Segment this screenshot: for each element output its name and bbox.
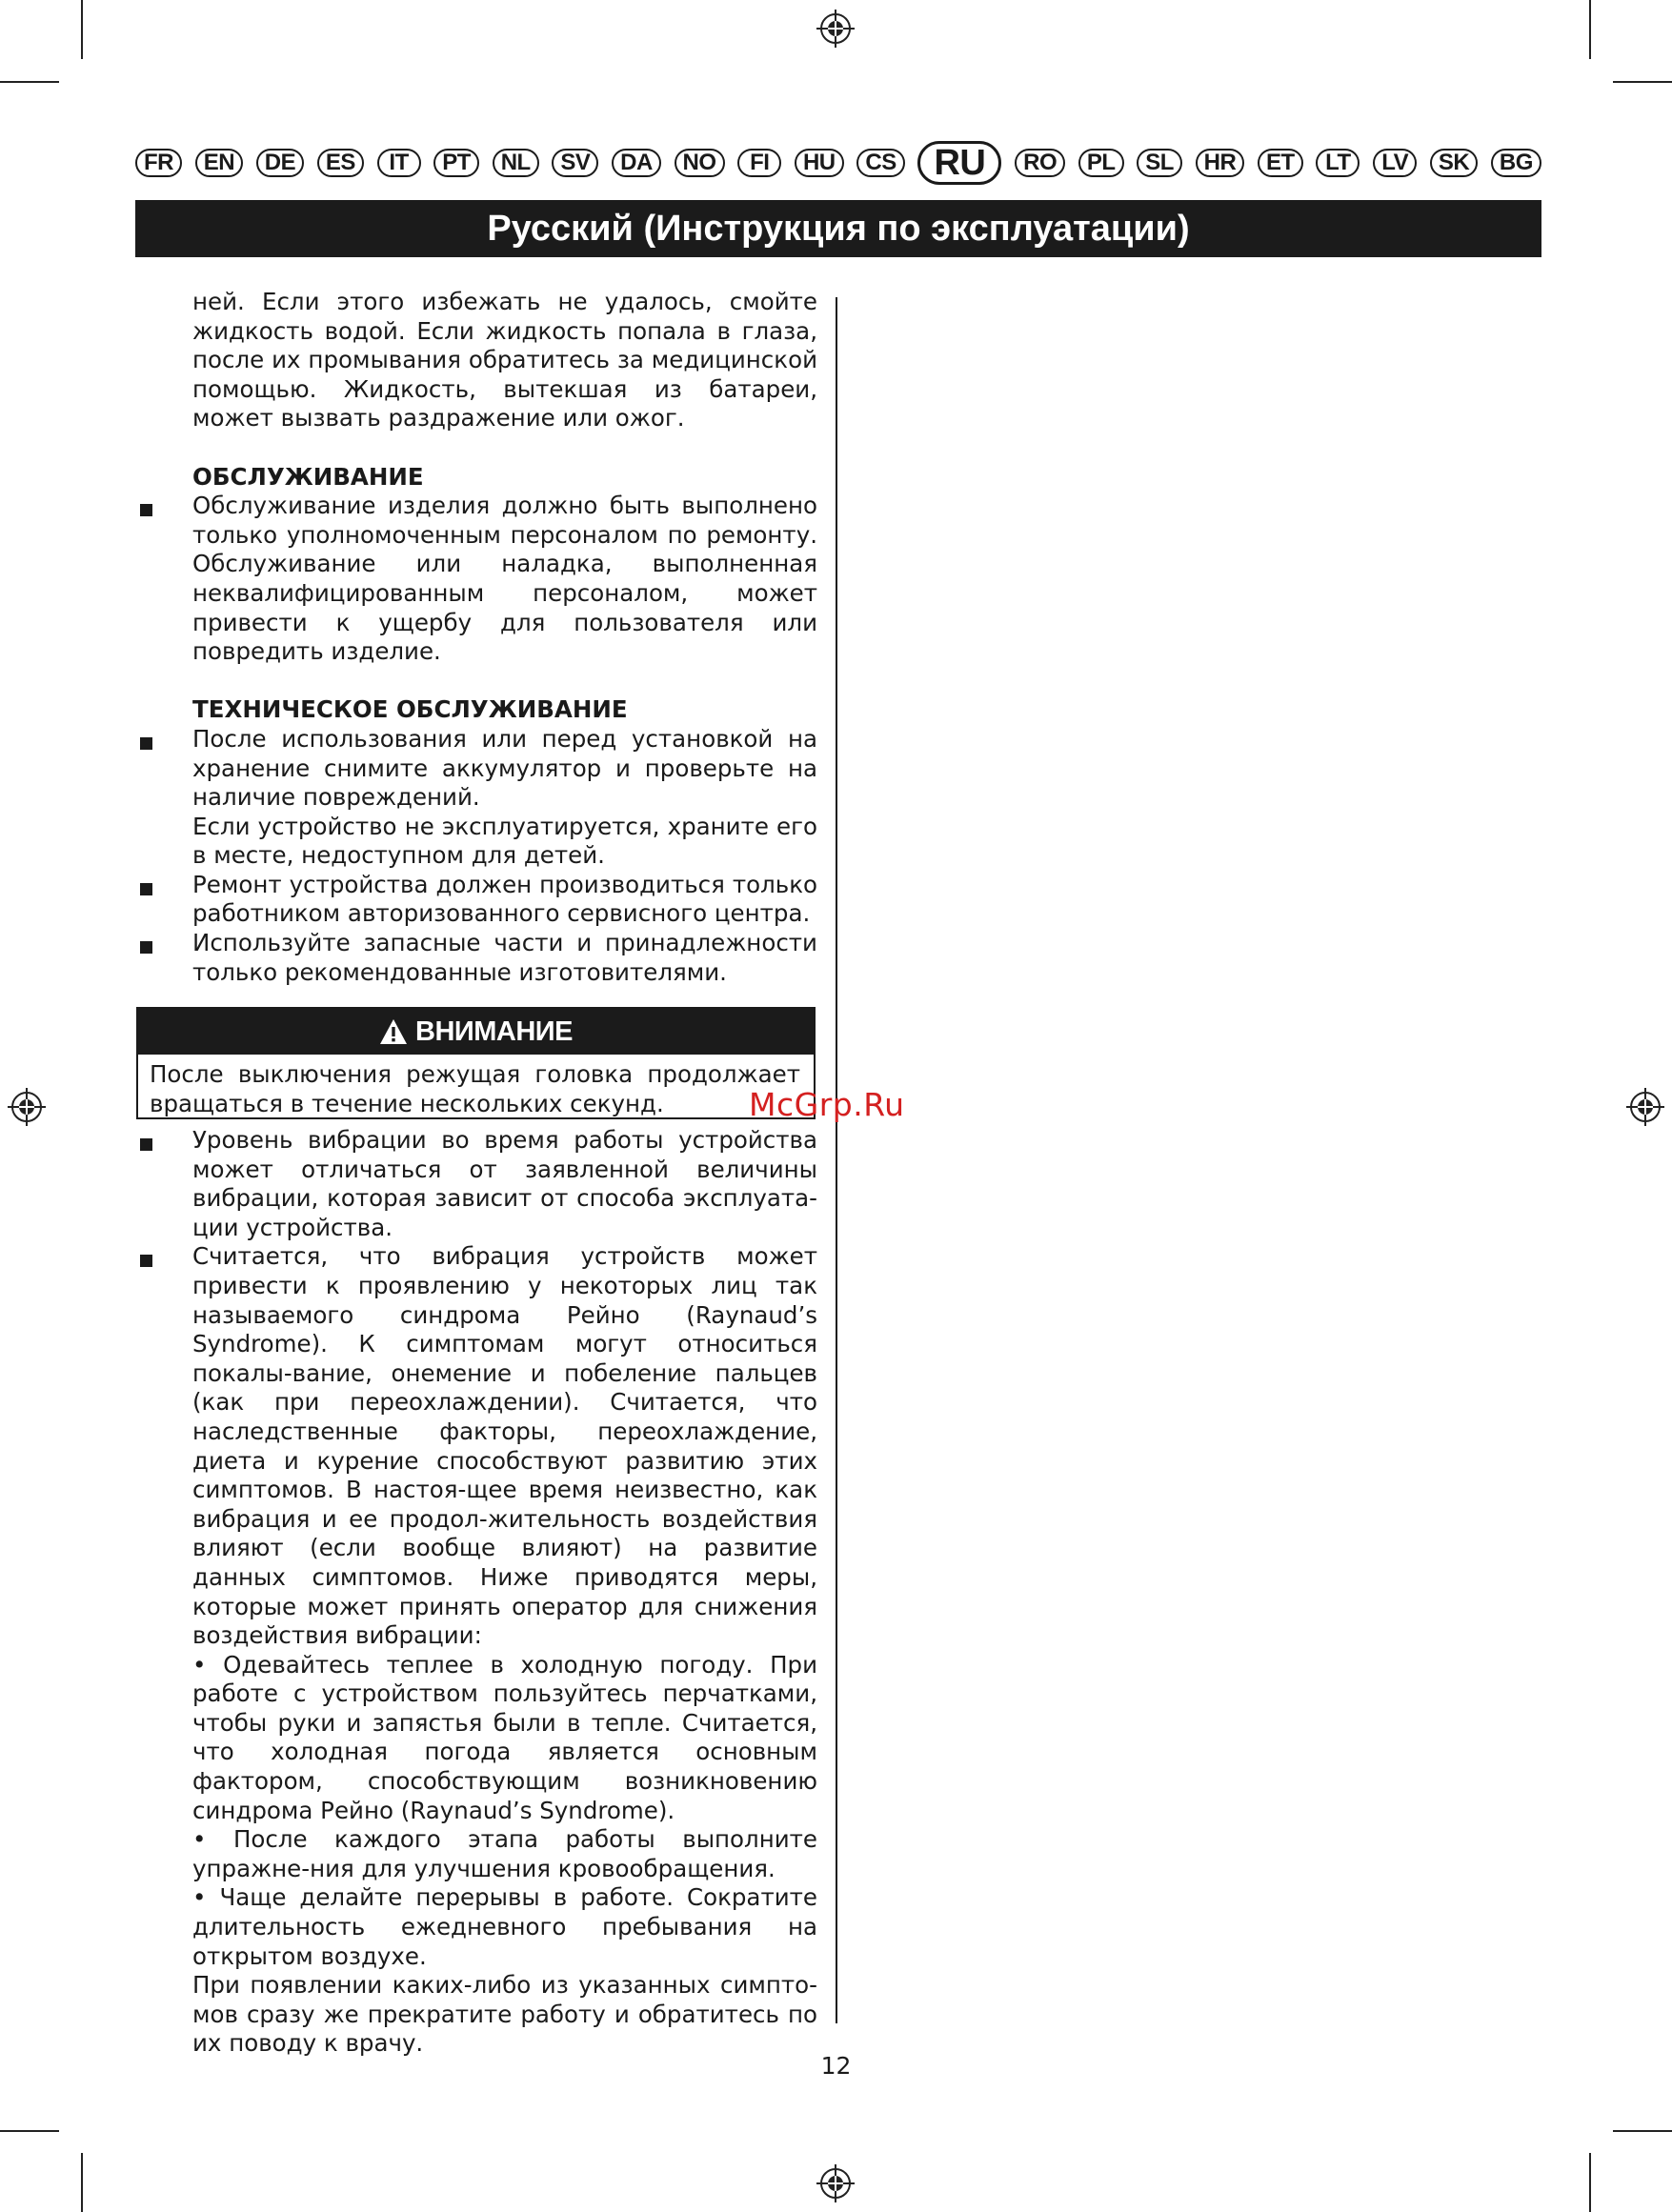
intro-paragraph: ней. Если этого избежать не удалось, смойте жидкость водой. Если жидкость попала в глаза, после их промывания обратитесь за медицинской помощью. Жидкость, вытекшая из батареи, может вызвать раздражение или ожог.: [192, 288, 817, 432]
language-tab-lt[interactable]: LT: [1316, 149, 1360, 177]
language-tab-ru[interactable]: RU: [917, 141, 1001, 185]
warning-triangle-icon: [379, 1018, 408, 1045]
crop-mark: [0, 2130, 59, 2132]
page-title-bar: [135, 200, 1541, 257]
list-item-continuation: Если устройство не эксплуатируется, храните его в месте, недоступном для детей.: [192, 812, 817, 870]
language-tab-pl[interactable]: PL: [1078, 149, 1124, 177]
language-tab-it[interactable]: IT: [377, 149, 421, 177]
language-tab-es[interactable]: ES: [317, 149, 364, 177]
registration-mark-icon: [1626, 1088, 1664, 1126]
language-tab-en[interactable]: EN: [195, 149, 243, 177]
list-item: Уровень вибрации во время работы устройства может отличаться от заявленной величины вибрации, которая зависит от способа эксплуата-ции устройства.: [192, 1126, 817, 1241]
crop-mark: [1589, 2153, 1591, 2212]
language-tab-pt[interactable]: PT: [433, 149, 479, 177]
text-column: [192, 288, 817, 987]
crop-mark: [0, 81, 59, 83]
language-tab-lv[interactable]: LV: [1373, 149, 1417, 177]
section-heading-service: ОБСЛУЖИВАНИЕ: [192, 462, 424, 491]
language-tab-cs[interactable]: CS: [856, 149, 904, 177]
crop-mark: [81, 0, 83, 59]
warning-text: После выключения режущая головка продолжает вращаться в течение нескольких секунд.: [150, 1060, 800, 1117]
registration-mark-icon: [816, 2164, 855, 2202]
language-tab-bg[interactable]: BG: [1491, 149, 1541, 177]
warning-box: [136, 1007, 816, 1119]
language-tab-ro[interactable]: RO: [1015, 149, 1065, 177]
warning-header: [138, 1009, 814, 1055]
language-tab-no[interactable]: NO: [675, 149, 725, 177]
language-tab-sv[interactable]: SV: [552, 149, 598, 177]
language-tab-hr[interactable]: HR: [1196, 149, 1245, 177]
list-item: Ремонт устройства должен производиться только работником авторизованного сервисного центра.: [192, 870, 817, 928]
section-heading-maintenance: ТЕХНИЧЕСКОЕ ОБСЛУЖИВАНИЕ: [192, 695, 628, 724]
closing-paragraph: При появлении каких-либо из указанных симпто-мов сразу же прекратите работу и обратитесь по их поводу к врачу.: [192, 1971, 817, 2058]
list-item: Считается, что вибрация устройств может привести к проявлению у некоторых лиц так называемого синдрома Рейно (Raynaud’s Syndrome). К симптомам могут относиться покалы-вание, онемение и побеление пальцев (как при переохлаждении). Считается, что наследственные факторы, переохлаждение, диета и курение способствуют развитию этих симптомов. В настоя-щее время неизвестно, как вибрация и ее продол-жительность воздействия влияют (если вообще влияют) на развитие данных симптомов. Ниже приводятся меры, которые может принять оператор для снижения воздействия вибрации:: [192, 1242, 817, 1650]
crop-mark: [1589, 0, 1591, 59]
language-tab-sk[interactable]: SK: [1430, 149, 1478, 177]
list-item: Используйте запасные части и принадлежности только рекомендованные изготовителями.: [192, 929, 817, 986]
language-tab-nl[interactable]: NL: [493, 149, 539, 177]
language-tab-hu[interactable]: HU: [795, 149, 844, 177]
language-tab-sl[interactable]: SL: [1137, 149, 1182, 177]
list-item: Обслуживание изделия должно быть выполнено только уполномоченным персоналом по ремонту. Обслуживание или наладка, выполненная неквалифицированным персоналом, может привести к ущербу для пользователя или повредить изделие.: [192, 492, 817, 666]
language-tab-et[interactable]: ET: [1258, 149, 1303, 177]
language-tab-fr[interactable]: FR: [135, 149, 182, 177]
crop-mark: [1613, 81, 1672, 83]
crop-mark: [81, 2153, 83, 2212]
language-bar: [135, 139, 1541, 187]
crop-mark: [1613, 2130, 1672, 2132]
tip-paragraph: • Одевайтесь теплее в холодную погоду. При работе с устройством пользуйтесь перчатками, чтобы руки и запястья были в тепле. Считается, что холодная погода является основным фактором, способствующим возникновению синдрома Рейно (Raynaud’s Syndrome).: [192, 1650, 817, 1824]
registration-mark-icon: [816, 10, 855, 48]
page-title: Русский (Инструкция по эксплуатации): [487, 208, 1190, 249]
column-divider: [836, 297, 837, 2023]
language-tab-fi[interactable]: FI: [737, 149, 781, 177]
text-column-continued: [192, 1126, 817, 2059]
warning-title: ВНИМАНИЕ: [415, 1016, 573, 1047]
tip-paragraph: • После каждого этапа работы выполните упражне-ния для улучшения кровообращения.: [192, 1825, 817, 1882]
watermark: McGrp.Ru: [749, 1086, 905, 1123]
language-tab-da[interactable]: DA: [612, 149, 661, 177]
registration-mark-icon: [8, 1088, 46, 1126]
language-tab-de[interactable]: DE: [256, 149, 304, 177]
list-item: После использования или перед установкой на хранение снимите аккумулятор и проверьте на наличие повреждений.: [192, 724, 817, 812]
tip-paragraph: • Чаще делайте перерывы в работе. Сократите длительность ежедневного пребывания на открытом воздухе.: [192, 1883, 817, 1970]
page-number: 12: [820, 2052, 852, 2080]
